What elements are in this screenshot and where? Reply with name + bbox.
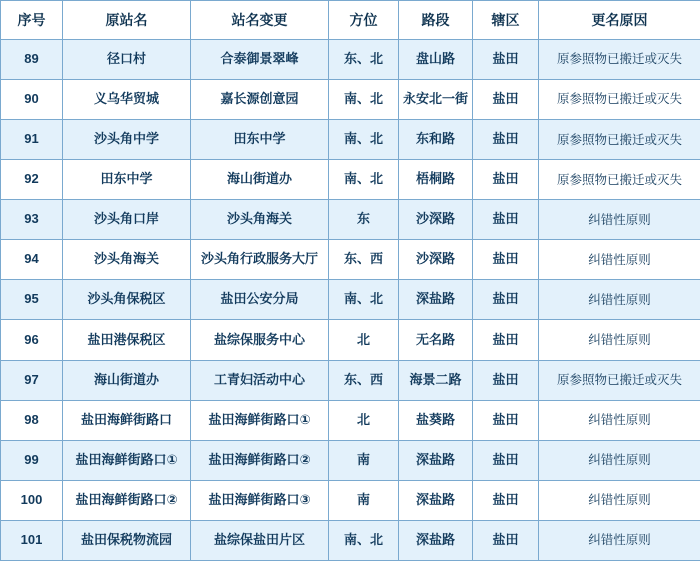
cell-reason: 原参照物已搬迁或灭失 <box>539 80 700 120</box>
table-row <box>1 40 700 80</box>
cell-direction: 北 <box>329 320 399 360</box>
cell-old-name: 沙头角中学 <box>63 120 191 160</box>
column-header-old-name: 原站名 <box>63 1 191 40</box>
cell-seq: 93 <box>1 200 63 240</box>
cell-new-name: 盐田公安分局 <box>191 280 329 320</box>
cell-new-name: 盐田海鲜街路口② <box>191 440 329 480</box>
table-row <box>1 480 700 520</box>
table-header-row <box>1 1 700 40</box>
table-row <box>1 160 700 200</box>
cell-reason: 纠错性原则 <box>539 240 700 280</box>
column-header-road: 路段 <box>399 1 473 40</box>
cell-reason: 原参照物已搬迁或灭失 <box>539 120 700 160</box>
cell-road: 深盐路 <box>399 440 473 480</box>
cell-direction: 南、北 <box>329 160 399 200</box>
cell-old-name: 盐田港保税区 <box>63 320 191 360</box>
cell-seq: 99 <box>1 440 63 480</box>
cell-district: 盐田 <box>473 320 539 360</box>
column-header-reason: 更名原因 <box>539 1 700 40</box>
cell-road: 深盐路 <box>399 520 473 560</box>
cell-seq: 96 <box>1 320 63 360</box>
cell-old-name: 海山街道办 <box>63 360 191 400</box>
cell-district: 盐田 <box>473 120 539 160</box>
cell-reason: 原参照物已搬迁或灭失 <box>539 160 700 200</box>
column-header-direction: 方位 <box>329 1 399 40</box>
cell-road: 沙深路 <box>399 240 473 280</box>
cell-reason: 纠错性原则 <box>539 520 700 560</box>
cell-new-name: 沙头角海关 <box>191 200 329 240</box>
cell-seq: 90 <box>1 80 63 120</box>
cell-direction: 东、西 <box>329 360 399 400</box>
cell-road: 沙深路 <box>399 200 473 240</box>
cell-new-name: 合泰御景翠峰 <box>191 40 329 80</box>
table-row <box>1 320 700 360</box>
cell-seq: 101 <box>1 520 63 560</box>
cell-road: 无名路 <box>399 320 473 360</box>
cell-district: 盐田 <box>473 280 539 320</box>
column-header-seq: 序号 <box>1 1 63 40</box>
table-row <box>1 440 700 480</box>
cell-seq: 95 <box>1 280 63 320</box>
cell-road: 盐葵路 <box>399 400 473 440</box>
cell-seq: 98 <box>1 400 63 440</box>
cell-old-name: 沙头角口岸 <box>63 200 191 240</box>
cell-direction: 东、西 <box>329 240 399 280</box>
column-header-district: 辖区 <box>473 1 539 40</box>
cell-direction: 东 <box>329 200 399 240</box>
cell-new-name: 嘉长源创意园 <box>191 80 329 120</box>
cell-seq: 89 <box>1 40 63 80</box>
cell-district: 盐田 <box>473 200 539 240</box>
cell-old-name: 沙头角保税区 <box>63 280 191 320</box>
cell-new-name: 沙头角行政服务大厅 <box>191 240 329 280</box>
cell-road: 东和路 <box>399 120 473 160</box>
cell-district: 盐田 <box>473 440 539 480</box>
table-row <box>1 520 700 560</box>
cell-reason: 纠错性原则 <box>539 480 700 520</box>
cell-district: 盐田 <box>473 240 539 280</box>
cell-district: 盐田 <box>473 40 539 80</box>
cell-old-name: 田东中学 <box>63 160 191 200</box>
cell-reason: 纠错性原则 <box>539 200 700 240</box>
cell-district: 盐田 <box>473 360 539 400</box>
cell-seq: 100 <box>1 480 63 520</box>
column-header-new-name: 站名变更 <box>191 1 329 40</box>
cell-district: 盐田 <box>473 80 539 120</box>
cell-old-name: 义乌华贸城 <box>63 80 191 120</box>
cell-direction: 南、北 <box>329 520 399 560</box>
cell-district: 盐田 <box>473 400 539 440</box>
cell-seq: 91 <box>1 120 63 160</box>
cell-direction: 南、北 <box>329 80 399 120</box>
cell-reason: 纠错性原则 <box>539 320 700 360</box>
cell-direction: 南 <box>329 480 399 520</box>
cell-new-name: 盐田海鲜街路口① <box>191 400 329 440</box>
cell-district: 盐田 <box>473 160 539 200</box>
cell-district: 盐田 <box>473 520 539 560</box>
cell-new-name: 盐综保盐田片区 <box>191 520 329 560</box>
cell-old-name: 盐田海鲜街路口② <box>63 480 191 520</box>
cell-reason: 原参照物已搬迁或灭失 <box>539 360 700 400</box>
cell-new-name: 盐综保服务中心 <box>191 320 329 360</box>
table-row <box>1 80 700 120</box>
cell-reason: 纠错性原则 <box>539 440 700 480</box>
table-row <box>1 400 700 440</box>
cell-road: 盘山路 <box>399 40 473 80</box>
cell-old-name: 盐田保税物流园 <box>63 520 191 560</box>
cell-seq: 97 <box>1 360 63 400</box>
cell-road: 永安北一街 <box>399 80 473 120</box>
cell-seq: 92 <box>1 160 63 200</box>
cell-road: 海景二路 <box>399 360 473 400</box>
cell-reason: 原参照物已搬迁或灭失 <box>539 40 700 80</box>
table-row <box>1 120 700 160</box>
table-row <box>1 360 700 400</box>
cell-new-name: 海山街道办 <box>191 160 329 200</box>
cell-seq: 94 <box>1 240 63 280</box>
cell-district: 盐田 <box>473 480 539 520</box>
cell-direction: 南、北 <box>329 280 399 320</box>
cell-road: 深盐路 <box>399 280 473 320</box>
table-body <box>1 40 700 561</box>
table-row <box>1 200 700 240</box>
cell-new-name: 盐田海鲜街路口③ <box>191 480 329 520</box>
cell-road: 梧桐路 <box>399 160 473 200</box>
cell-new-name: 工青妇活动中心 <box>191 360 329 400</box>
cell-reason: 纠错性原则 <box>539 280 700 320</box>
table-row <box>1 280 700 320</box>
cell-direction: 南、北 <box>329 120 399 160</box>
cell-direction: 南 <box>329 440 399 480</box>
cell-direction: 北 <box>329 400 399 440</box>
cell-road: 深盐路 <box>399 480 473 520</box>
cell-new-name: 田东中学 <box>191 120 329 160</box>
cell-reason: 纠错性原则 <box>539 400 700 440</box>
table-header <box>1 1 700 40</box>
cell-old-name: 径口村 <box>63 40 191 80</box>
table-row <box>1 240 700 280</box>
cell-old-name: 沙头角海关 <box>63 240 191 280</box>
cell-old-name: 盐田海鲜街路口 <box>63 400 191 440</box>
cell-old-name: 盐田海鲜街路口① <box>63 440 191 480</box>
cell-direction: 东、北 <box>329 40 399 80</box>
